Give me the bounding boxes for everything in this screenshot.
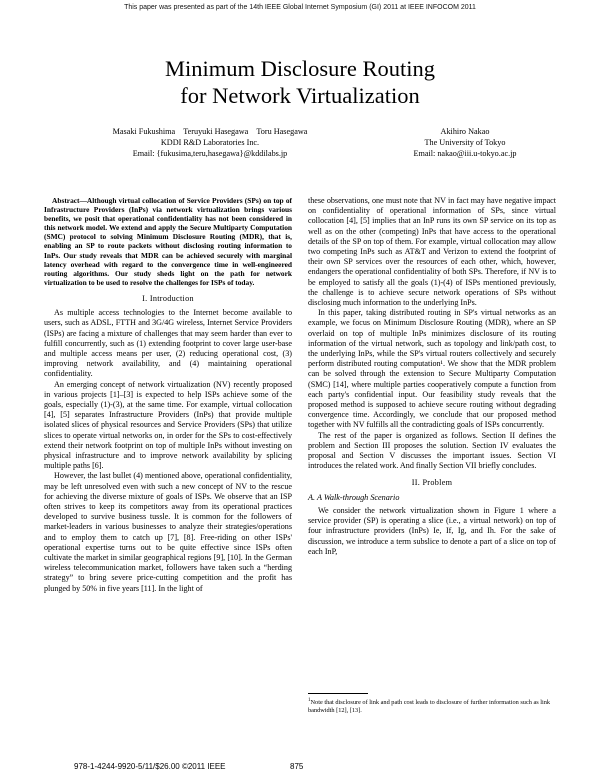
footnote-mark: 1 (308, 698, 311, 703)
footer-page-number: 875 (290, 762, 304, 771)
paragraph: However, the last bullet (4) mentioned above, operational confidentiality, may be left unresolved even with such a new concept of NV to the rescue for achieving the diverse mixture of goals of ISPs. We observe that an ISP often strives to keep its competitors away from its operational practices developed to survive business tussle. It is common for the followers of market-leaders in various businesses to analyze their strategies/operations and to employ them to catch up [7], [8]. Free-riding on other ISPs' operational expertise turns out to be quite effective since ISPs often cultivate the market in similar geographical regions [9], [10]. In the German wireless telecommunication market, followers have taken such a “herding strategy” to bring severe price-cutting competition and the profit has plunged by 50% in five years [11]. In the light of (44, 471, 292, 593)
footnote (308, 693, 556, 714)
paragraph: As multiple access technologies to the Internet become available to users, such as ADSL, FTTH and 3G/4G wireless, Internet Service Providers (ISPs) are facing a mixture of challenges that may seem harder than ever to fulfill concurrently, such as (1) extending footprint to cover large user-base and multiple access means per user, (2) reducing operational cost, (3) improving network availability, and (4) maintaining operational confidentiality. (44, 308, 292, 379)
footnote-text: Note that disclosure of link and path cost leads to disclosure of further information such as link bandwidth [12], [13]. (308, 699, 551, 714)
author-affiliation: The University of Tokyo (424, 138, 506, 147)
section-heading-introduction: I. Introduction (142, 293, 194, 303)
author-names: Masaki Fukushima Teruyuki Hasegawa Toru Hasegawa (112, 127, 308, 136)
author-email: Email: nakao@iii.u-tokyo.ac.jp (413, 149, 517, 158)
footer-isbn: 978-1-4244-9920-5/11/$26.00 ©2011 IEEE (74, 762, 226, 771)
abstract-text: Abstract—Although virtual collocation of Service Providers (SPs) on top of Infrastructure Providers (InPs) via network virtualization brings various benefits, we posit that operational confidentiality has not been considered in this network model. We extend and apply the Secure Multiparty Computation (SMC) protocol to solving Minimum Disclosure Routing (MDR), that is, enabling an SP to route packets without disclosing routing information to InPs. Our study reveals that MDR can be achieved securely with marginal latency overhead with regard to the convergence time in well-engineered routing algorithms. Our study sheds light on the path for network virtualization to be used to resolve the challenges for ISPs of today. (44, 196, 292, 287)
footnote-rule (308, 693, 368, 694)
paragraph: The rest of the paper is organized as follows. Section II defines the problem and Section III proposes the solution. Section IV evaluates the proposal and Section V discusses the important issues. Section VI introduces the related work. And finally Section VII briefly concludes. (308, 430, 556, 471)
paragraph: In this paper, taking distributed routing in SP's virtual networks as an example, we focus on Minimum Disclosure Routing (MDR), where an SP overlaid on top of multiple InPs minimizes disclosure of its routing information of the virtual network, such as topology and link/path cost, to the underlying InPs, while the SP's virtual routers collectively and securely perform distributed routing computation¹. We show that the MDR problem can be solved through the extension to Secure Multiparty Computation (SMC) [14], where multiple parties cooperatively compute a function from each party's confidential input. Our feasibility study reveals that the proposed method is supposed to achieve secure routing without degrading convergence time. Accordingly, we conclude that our proposed method together with NV fulfills all the contradicting goals of ISPs concurrently. (308, 308, 556, 430)
paragraph: these observations, one must note that NV in fact may have negative impact on confidentiality of operational information of SPs, since virtual collocation [4], [5] implies that an InP runs its own SP service on its top as well as on the other (competing) InPs that have access to the operational details of the SP on top of them. For example, virtual collocation may allow two competing InPs such as AT&T and Verizon to extend the footprint of their own SP services over the resources of each other, which, however, endangers the operational confidentiality of both SPs. Therefore, if NV is to be employed to satisfy all the goals (1)-(4) of ISPs mentioned previously, the challenge is to achieve secure network operations of SPs without disclosing much information to the underlying InPs. (308, 196, 556, 308)
section-heading-problem: II. Problem (411, 478, 453, 488)
conference-note: This paper was presented as part of the 14th IEEE Global Internet Symposium (GI) 2011 at IEEE INFOCOM 2011 (124, 4, 476, 11)
paragraph: An emerging concept of network virtualization (NV) recently proposed in various projects [1]–[3] is expected to help ISPs achieve some of the goals, especially (1)-(3), at the same time. For example, virtual collocation [4], [5] separates Infrastructure Providers (InPs) that provide multiple isolated slices of physical resources and Service Providers (SPs) that utilize slices to operate virtual networks on, in order for the SPs to cost-effectively extend their network footprint on top of multiple InPs without investing on physical infrastructure and to improve network availability by splicing multiple paths [6]. (44, 379, 292, 471)
author-email: Email: {fukusima,teru,hasegawa}@kddilabs.jp (132, 149, 288, 158)
title-line-2: for Network Virtualization (180, 83, 420, 108)
abstract (44, 196, 292, 287)
paragraph: We consider the network virtualization shown in Figure 1 where a service provider (SP) is operating a slice (i.e., a virtual network) on top of four infrastructure providers (InPs) Ie, If, Ig, and Ih. For the sake of discussion, we introduce a term subslice to denote a part of a slice on top of each InP, (308, 505, 556, 556)
title-line-1: Minimum Disclosure Routing (165, 56, 435, 81)
left-column (44, 196, 292, 594)
author-affiliation: KDDI R&D Laboratories Inc. (160, 138, 260, 147)
author-block-tokyo (390, 126, 540, 159)
author-names: Akihiro Nakao (440, 127, 490, 136)
paper-title (0, 55, 600, 109)
right-column (308, 196, 556, 557)
author-block-kddi (60, 126, 360, 159)
subsection-heading: A. A Walk-through Scenario (308, 492, 400, 502)
